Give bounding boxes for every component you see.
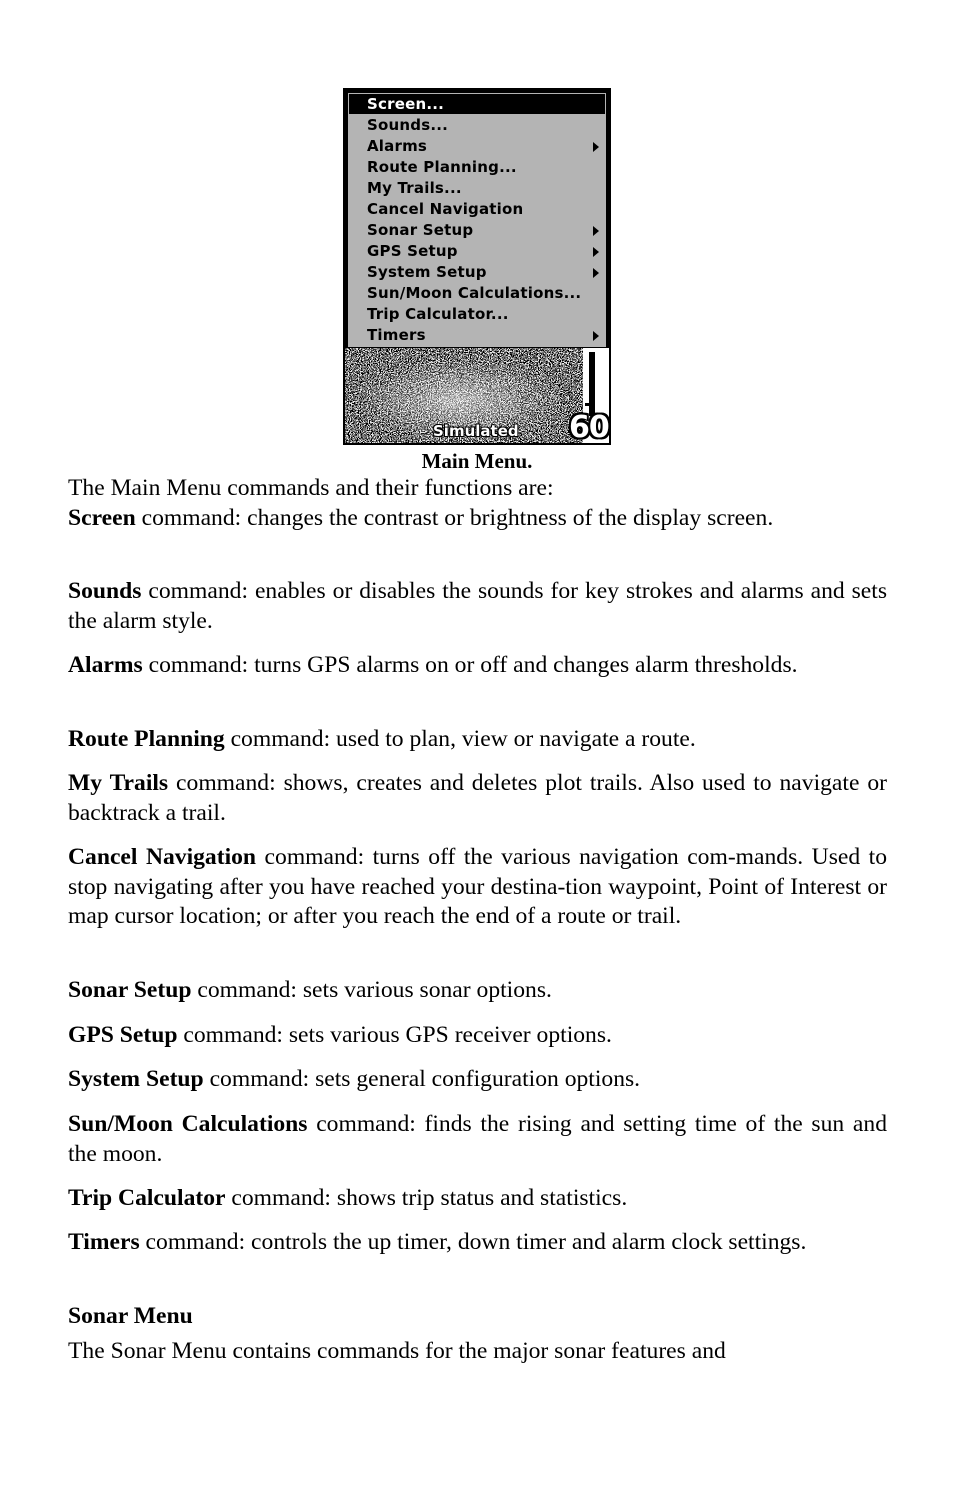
menu-item-sonar-setup[interactable] xyxy=(349,220,605,240)
command-desc: command: sets general configuration options. xyxy=(203,1066,641,1092)
command-sounds xyxy=(68,577,887,636)
menu-item-label: Sun/Moon Calculations... xyxy=(367,284,582,302)
menu-item-screen[interactable] xyxy=(349,94,605,114)
command-desc: command: finds the rising and setting time of the sun and the moon. xyxy=(68,1111,887,1167)
command-name: GPS Setup xyxy=(68,1022,178,1048)
menu-item-label: Sounds... xyxy=(367,116,449,134)
command-name: Sun/Moon Calculations xyxy=(68,1111,308,1137)
command-gps-setup xyxy=(68,1021,887,1051)
command-name: Screen xyxy=(68,505,136,531)
section-text: The Sonar Menu contains commands for the major sonar features and xyxy=(68,1338,726,1364)
command-desc: command: enables or disables the sounds for key strokes and alarms and sets the alarm style. xyxy=(68,578,887,634)
menu-item-label: Route Planning... xyxy=(367,158,517,176)
menu-item-gps-setup[interactable] xyxy=(349,241,605,261)
menu-item-label: Timers xyxy=(367,326,426,344)
menu-item-label: Cancel Navigation xyxy=(367,200,524,218)
command-desc: command: shows trip status and statistics. xyxy=(225,1185,628,1211)
menu-item-sounds[interactable] xyxy=(349,115,605,135)
main-menu-screenshot xyxy=(343,88,611,445)
main-menu xyxy=(347,92,607,348)
command-name: Cancel Navigation xyxy=(68,844,257,870)
command-name: System Setup xyxy=(68,1066,204,1092)
menu-item-sun-moon[interactable] xyxy=(349,283,605,303)
menu-item-label: GPS Setup xyxy=(367,242,458,260)
command-desc: command: shows, creates and deletes plot trails. Also used to navigate or backtrack a trail. xyxy=(68,770,887,826)
submenu-arrow-icon xyxy=(593,331,599,341)
command-desc: command: controls the up timer, down timer and alarm clock settings. xyxy=(139,1229,807,1255)
command-name: Timers xyxy=(68,1229,140,1255)
command-name: Sounds xyxy=(68,578,142,604)
submenu-arrow-icon xyxy=(593,247,599,257)
menu-item-label: Alarms xyxy=(367,137,428,155)
menu-item-timers[interactable] xyxy=(349,325,605,345)
command-desc: command: turns off the various navigation com-mands. Used to stop navigating after you have reached your destina-tion waypoint, Point of Interest or map cursor location; or after you reach the end of a route or trail. xyxy=(68,844,887,929)
command-desc: command: turns GPS alarms on or off and changes alarm thresholds. xyxy=(142,652,798,678)
menu-item-my-trails[interactable] xyxy=(349,178,605,198)
submenu-arrow-icon xyxy=(593,142,599,152)
command-my-trails xyxy=(68,769,887,828)
command-sun-moon xyxy=(68,1110,887,1169)
command-timers xyxy=(68,1228,887,1258)
menu-item-system-setup[interactable] xyxy=(349,262,605,282)
menu-item-route-planning[interactable] xyxy=(349,157,605,177)
menu-item-label: System Setup xyxy=(367,263,487,281)
figure-caption: Main Menu. xyxy=(421,449,533,473)
command-system-setup xyxy=(68,1065,887,1095)
menu-item-label: Trip Calculator... xyxy=(367,305,509,323)
menu-item-trip-calculator[interactable] xyxy=(349,304,605,324)
command-alarms xyxy=(68,651,887,681)
section-heading xyxy=(68,1302,887,1332)
command-name: Route Planning xyxy=(68,726,225,752)
command-route-planning xyxy=(68,725,887,755)
menu-item-label: My Trails... xyxy=(367,179,462,197)
menu-item-alarms[interactable] xyxy=(349,136,605,156)
depth-readout: 60 xyxy=(569,410,609,445)
intro-text: The Main Menu commands and their functions are: xyxy=(68,475,554,501)
command-desc: command: changes the contrast or brightness of the display screen. xyxy=(135,505,774,531)
submenu-arrow-icon xyxy=(593,226,599,236)
command-desc: command: sets various sonar options. xyxy=(191,977,552,1003)
simulated-label: Simulated xyxy=(433,422,519,440)
command-desc: command: used to plan, view or navigate a route. xyxy=(224,726,696,752)
command-name: Sonar Setup xyxy=(68,977,192,1003)
command-screen xyxy=(68,504,887,534)
command-trip-calculator xyxy=(68,1184,887,1214)
command-cancel-navigation xyxy=(68,843,887,932)
command-name: My Trails xyxy=(68,770,169,796)
menu-item-cancel-navigation[interactable] xyxy=(349,199,605,219)
command-name: Trip Calculator xyxy=(68,1185,226,1211)
submenu-arrow-icon xyxy=(593,268,599,278)
command-desc: command: sets various GPS receiver options. xyxy=(177,1022,612,1048)
section-heading-text: Sonar Menu xyxy=(68,1303,193,1329)
menu-item-label: Sonar Setup xyxy=(367,221,474,239)
command-sonar-setup xyxy=(68,976,887,1006)
menu-item-label: Screen... xyxy=(367,95,445,113)
command-name: Alarms xyxy=(68,652,143,678)
